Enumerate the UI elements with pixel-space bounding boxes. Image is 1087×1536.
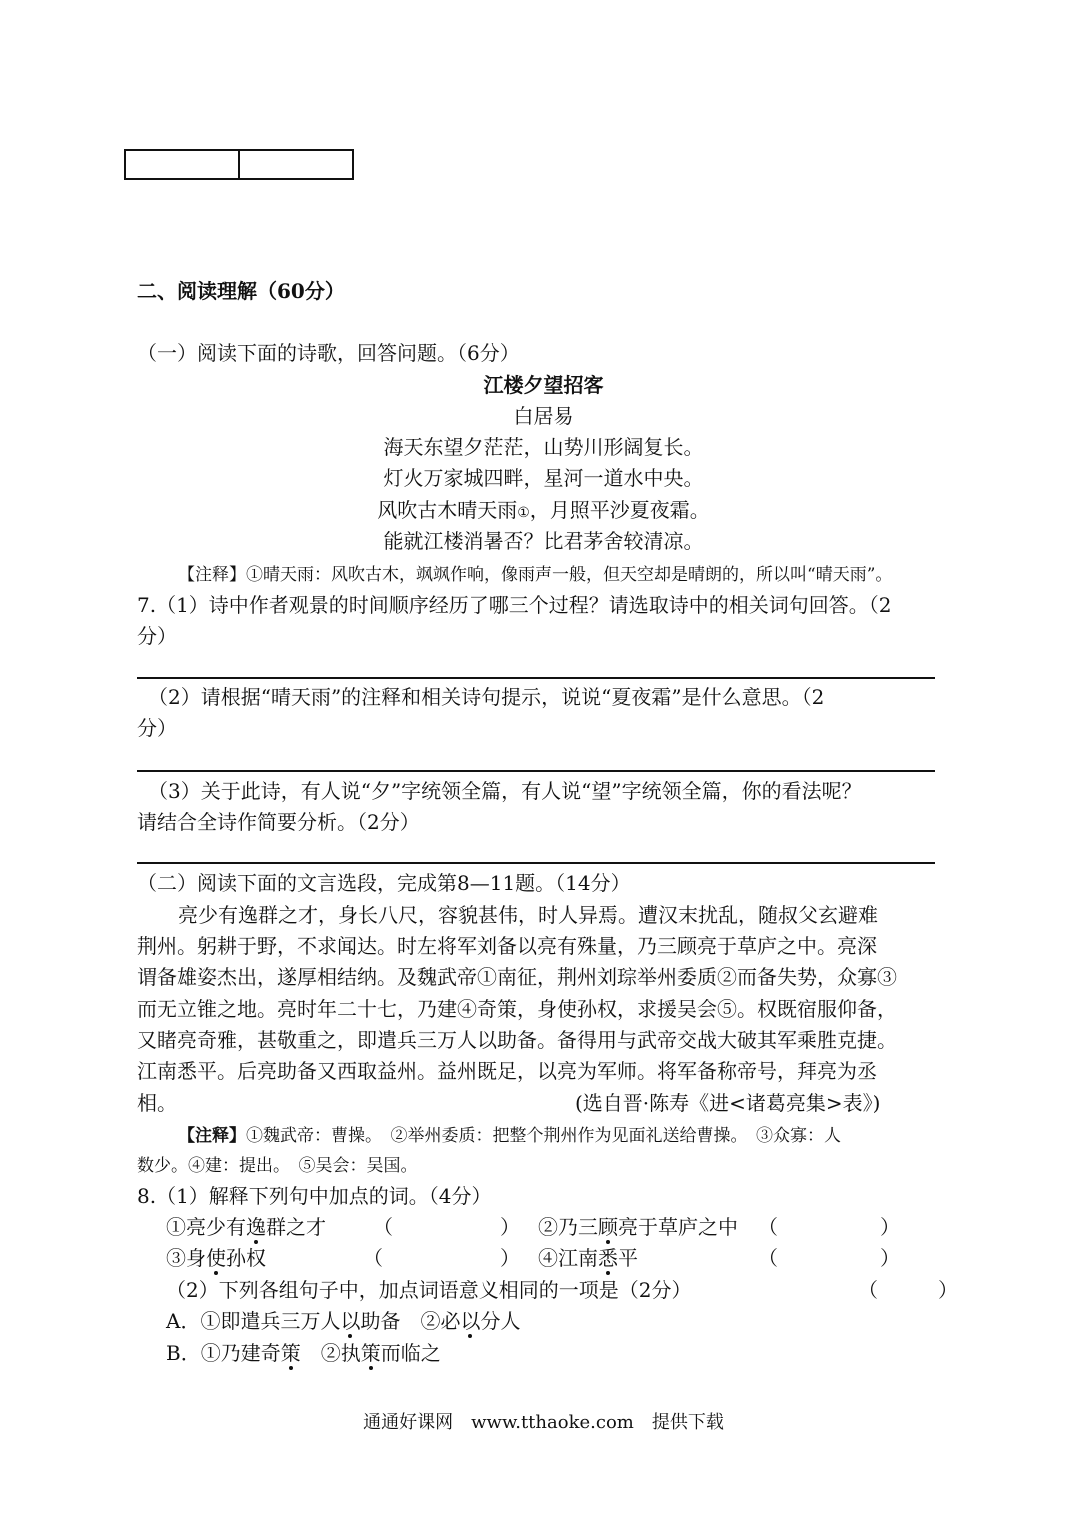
passage-line-3: 谓备雄姿杰出，遂厚相结纳。及魏武帝①南征，荆州刘琮举州委质②而备失势，众寡③ — [137, 965, 897, 989]
q8-item-2-paren-close: ） — [880, 1215, 900, 1239]
poem-author: 白居易 — [513, 404, 574, 428]
score-cell-2 — [240, 151, 352, 178]
answer-line-7-1[interactable] — [137, 677, 935, 679]
q7-1-line-b: 分） — [137, 624, 177, 648]
q8-2: （2）下列各组句子中，加点词语意义相同的一项是（2分） — [166, 1278, 692, 1302]
poem-line-2: 灯火万家城四畔，星河一道水中央。 — [383, 466, 704, 490]
score-cell-1 — [126, 151, 240, 178]
part1-instruction: （一）阅读下面的诗歌，回答问题。（6分） — [137, 341, 520, 365]
q7-2-line-a: （2）请根据“晴天雨”的注释和相关诗句提示，说说“夏夜霜”是什么意思。（2 — [148, 685, 825, 709]
part2-instruction: （二）阅读下面的文言选段，完成第8—11题。（14分） — [137, 871, 631, 895]
q8-item-1-paren-open: （ — [373, 1215, 393, 1239]
q8-item-4-paren-open: （ — [758, 1246, 778, 1270]
q8-2-answer-paren[interactable]: （ ） — [858, 1278, 958, 1302]
answer-line-7-3[interactable] — [137, 862, 935, 864]
score-table — [124, 149, 354, 180]
q8-item-1-paren-close: ） — [500, 1215, 520, 1239]
answer-line-7-2[interactable] — [137, 770, 935, 772]
q7-3-line-b: 请结合全诗作简要分析。（2分） — [137, 810, 420, 834]
q8-1: 8.（1）解释下列句中加点的词。（4分） — [137, 1184, 492, 1208]
passage-line-4: 而无立锥之地。亮时年二十七，乃建④奇策，身使孙权，求援吴会⑤。权既宿服仰备， — [137, 997, 897, 1021]
passage-source: (选自晋·陈寿《进<诸葛亮集>表》) — [575, 1091, 881, 1115]
q8-item-4-paren-close: ） — [880, 1246, 900, 1270]
q7-3-line-a: （3）关于此诗，有人说“夕”字统领全篇，有人说“望”字统领全篇，你的看法呢？ — [148, 779, 862, 803]
q7-1-line-a: 7.（1）诗中作者观景的时间顺序经历了哪三个过程？请选取诗中的相关词句回答。（2 — [137, 593, 892, 617]
q8-item-4: ④江南悉平 — [538, 1246, 638, 1270]
poem-title: 江楼夕望招客 — [483, 373, 604, 397]
poem-line-3: 风吹古木晴天雨①，月照平沙夏夜霜。 — [377, 498, 710, 522]
q8-item-3: ③身使孙权 — [166, 1246, 266, 1270]
passage-note-b: 数少。④建：提出。 ⑤吴会：吴国。 — [137, 1156, 418, 1176]
option-a: A．①即遣兵三万人以助备 ②必以分人 — [166, 1309, 521, 1333]
note-mark: ① — [517, 505, 530, 521]
q8-item-3-paren-open: （ — [363, 1246, 383, 1270]
passage-line-1: 亮少有逸群之才，身长八尺，容貌甚伟，时人异焉。遭汉末扰乱，随叔父玄避难 — [178, 903, 878, 927]
q8-item-2: ②乃三顾亮于草庐之中 — [538, 1215, 738, 1239]
q8-item-1: ①亮少有逸群之才 — [166, 1215, 326, 1239]
footer: 通通好课网 www.tthaoke.com 提供下载 — [363, 1412, 724, 1433]
passage-line-6: 江南悉平。后亮助备又西取益州。益州既足，以亮为军师。将军备称帝号，拜亮为丞 — [137, 1059, 877, 1083]
passage-line-5: 又睹亮奇雅，甚敬重之，即遣兵三万人以助备。备得用与武帝交战大破其军乘胜克捷。 — [137, 1028, 897, 1052]
poem-note: 【注释】①晴天雨：风吹古木，飒飒作响，像雨声一般，但天空却是晴朗的，所以叫“晴天雨”。 — [178, 565, 893, 585]
passage-line-2: 荆州。躬耕于野，不求闻达。时左将军刘备以亮有殊量，乃三顾亮于草庐之中。亮深 — [137, 934, 877, 958]
passage-note-a: 【注释】①魏武帝：曹操。 ②举州委质：把整个荆州作为见面礼送给曹操。 ③众寡：人 — [178, 1126, 841, 1146]
passage-line-7: 相。 — [137, 1091, 177, 1115]
q7-2-line-b: 分） — [137, 716, 177, 740]
q8-item-2-paren-open: （ — [758, 1215, 778, 1239]
q8-item-3-paren-close: ） — [500, 1246, 520, 1270]
poem-line-1: 海天东望夕茫茫，山势川形阔复长。 — [383, 435, 704, 459]
section-title: 二、阅读理解（60分） — [137, 279, 345, 303]
option-b: B．①乃建奇策 ②执策而临之 — [166, 1341, 441, 1365]
poem-line-4: 能就江楼消暑否？比君茅舍较清凉。 — [383, 529, 704, 553]
